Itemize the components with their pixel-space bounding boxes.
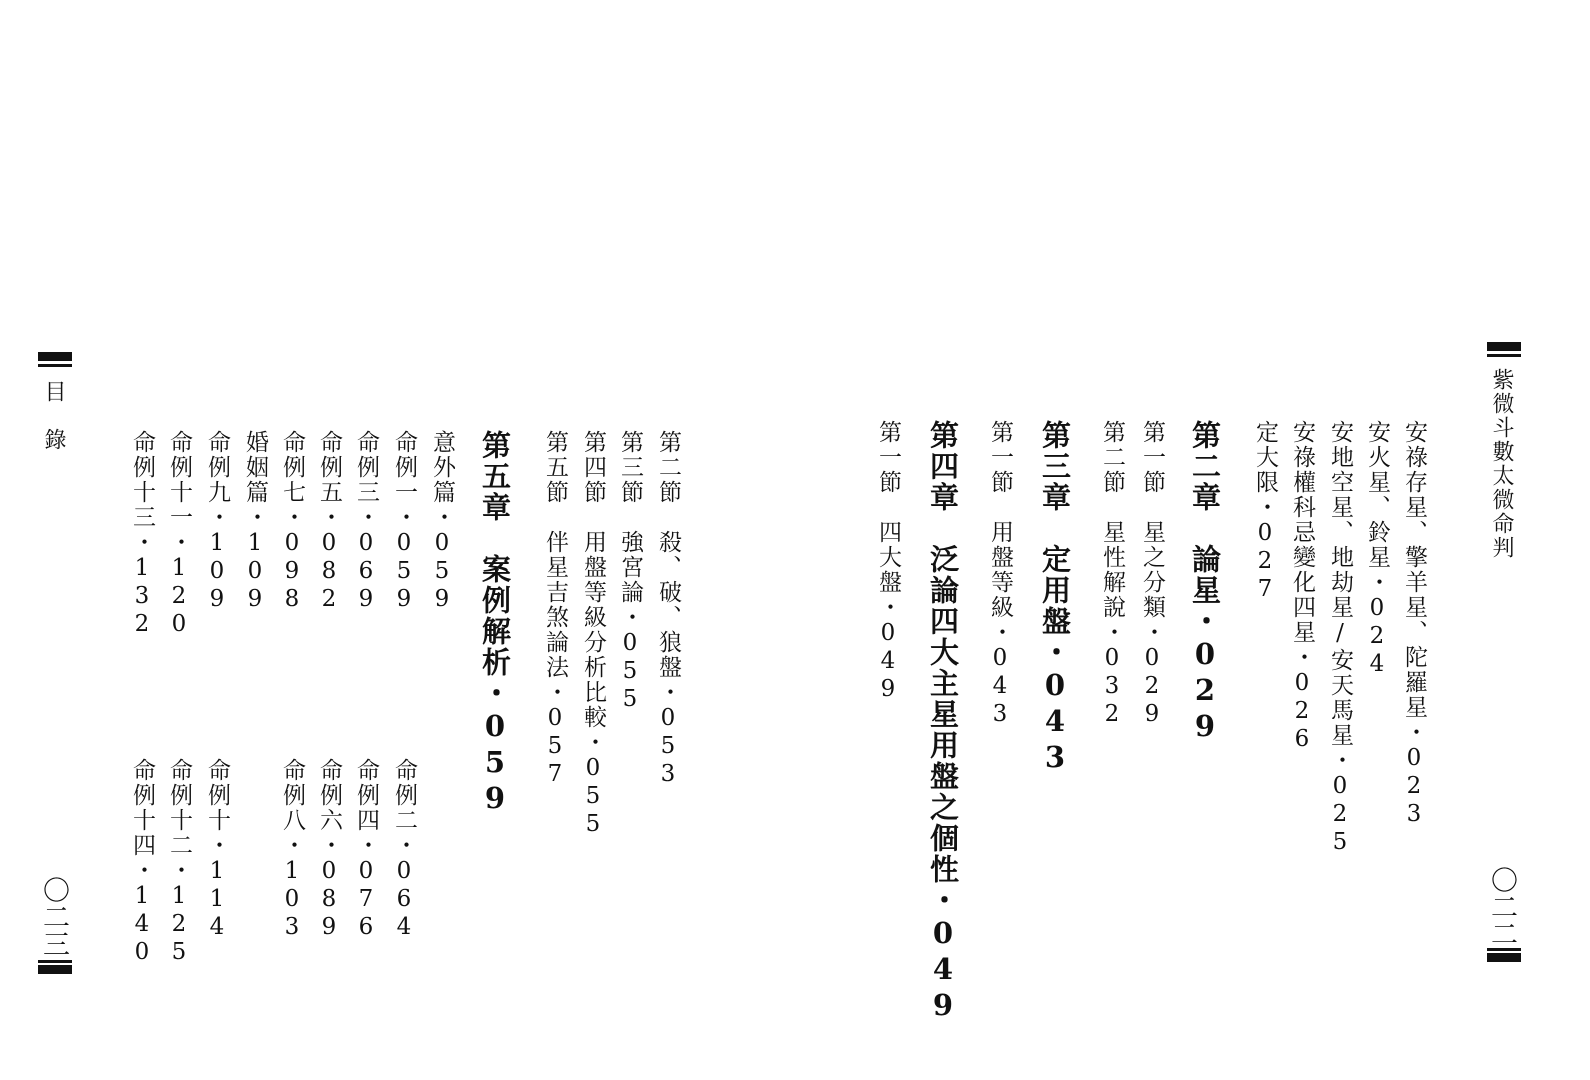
page-number-left: 〇二三 — [38, 876, 69, 957]
toc-entry: 安祿權科忌變化四星・026 — [1289, 420, 1315, 754]
case-entry: 命例二・064 — [391, 758, 417, 942]
toc-entry: 第三節 強宮論・055 — [617, 430, 643, 714]
case-entry: 命例十一・120 — [166, 430, 192, 639]
toc-chapter: 第五章 案例解析・059 — [478, 430, 512, 817]
case-entry: 命例十四・140 — [129, 758, 155, 967]
page-number-right: 〇二二 — [1486, 866, 1517, 947]
case-entry: 命例六・089 — [316, 758, 342, 942]
running-header: 紫微斗數太微命判 — [1489, 368, 1514, 560]
case-entry: 命例九・109 — [204, 430, 230, 614]
toc-chapter: 第二章 論星・029 — [1188, 420, 1222, 745]
toc-entry: 第五節 伴星吉煞論法・057 — [542, 430, 568, 789]
case-entry: 命例十二・125 — [166, 758, 192, 967]
right-page-top-bar-thin — [1487, 354, 1521, 357]
right-page-bottom-bar — [1487, 953, 1521, 962]
case-entry: 命例三・069 — [353, 430, 379, 614]
toc-entry: 第一節 四大盤・049 — [875, 420, 901, 704]
right-page-top-bar — [1487, 342, 1521, 351]
case-entry: 命例十三・132 — [129, 430, 155, 639]
toc-entry: 安祿存星、擎羊星、陀羅星・023 — [1401, 420, 1427, 829]
toc-entry: 第四節 用盤等級分析比較・055 — [580, 430, 606, 839]
left-page-bottom-bar — [38, 965, 72, 974]
case-entry: 命例八・103 — [279, 758, 305, 942]
page-title: 目 錄 — [41, 380, 66, 452]
case-entry: 婚姻篇・109 — [242, 430, 268, 614]
toc-entry: 安火星、鈴星・024 — [1364, 420, 1390, 679]
toc-chapter: 第三章 定用盤・043 — [1038, 420, 1072, 776]
left-page-bottom-bar-thin — [38, 960, 72, 963]
toc-entry: 意外篇・059 — [429, 430, 455, 614]
case-entry: 命例十・114 — [204, 758, 230, 942]
case-entry: 命例一・059 — [391, 430, 417, 614]
right-page-bottom-bar-thin — [1487, 948, 1521, 951]
toc-entry: 第一節 星之分類・029 — [1139, 420, 1165, 729]
left-page-top-bar — [38, 352, 72, 361]
left-page-top-bar-thin — [38, 364, 72, 367]
toc-entry: 第一節 用盤等級・043 — [987, 420, 1013, 729]
case-entry: 命例四・076 — [353, 758, 379, 942]
case-entry: 命例五・082 — [316, 430, 342, 614]
toc-entry: 第二節 殺、破、狼盤・053 — [655, 430, 681, 789]
toc-chapter: 第四章 泛論四大主星用盤之個性・049 — [926, 420, 960, 1024]
toc-entry: 第二節 星性解說・032 — [1099, 420, 1125, 729]
toc-entry: 定大限・027 — [1252, 420, 1278, 604]
case-entry: 命例七・098 — [279, 430, 305, 614]
toc-entry: 安地空星、地劫星/安天馬星・025 — [1327, 420, 1353, 857]
